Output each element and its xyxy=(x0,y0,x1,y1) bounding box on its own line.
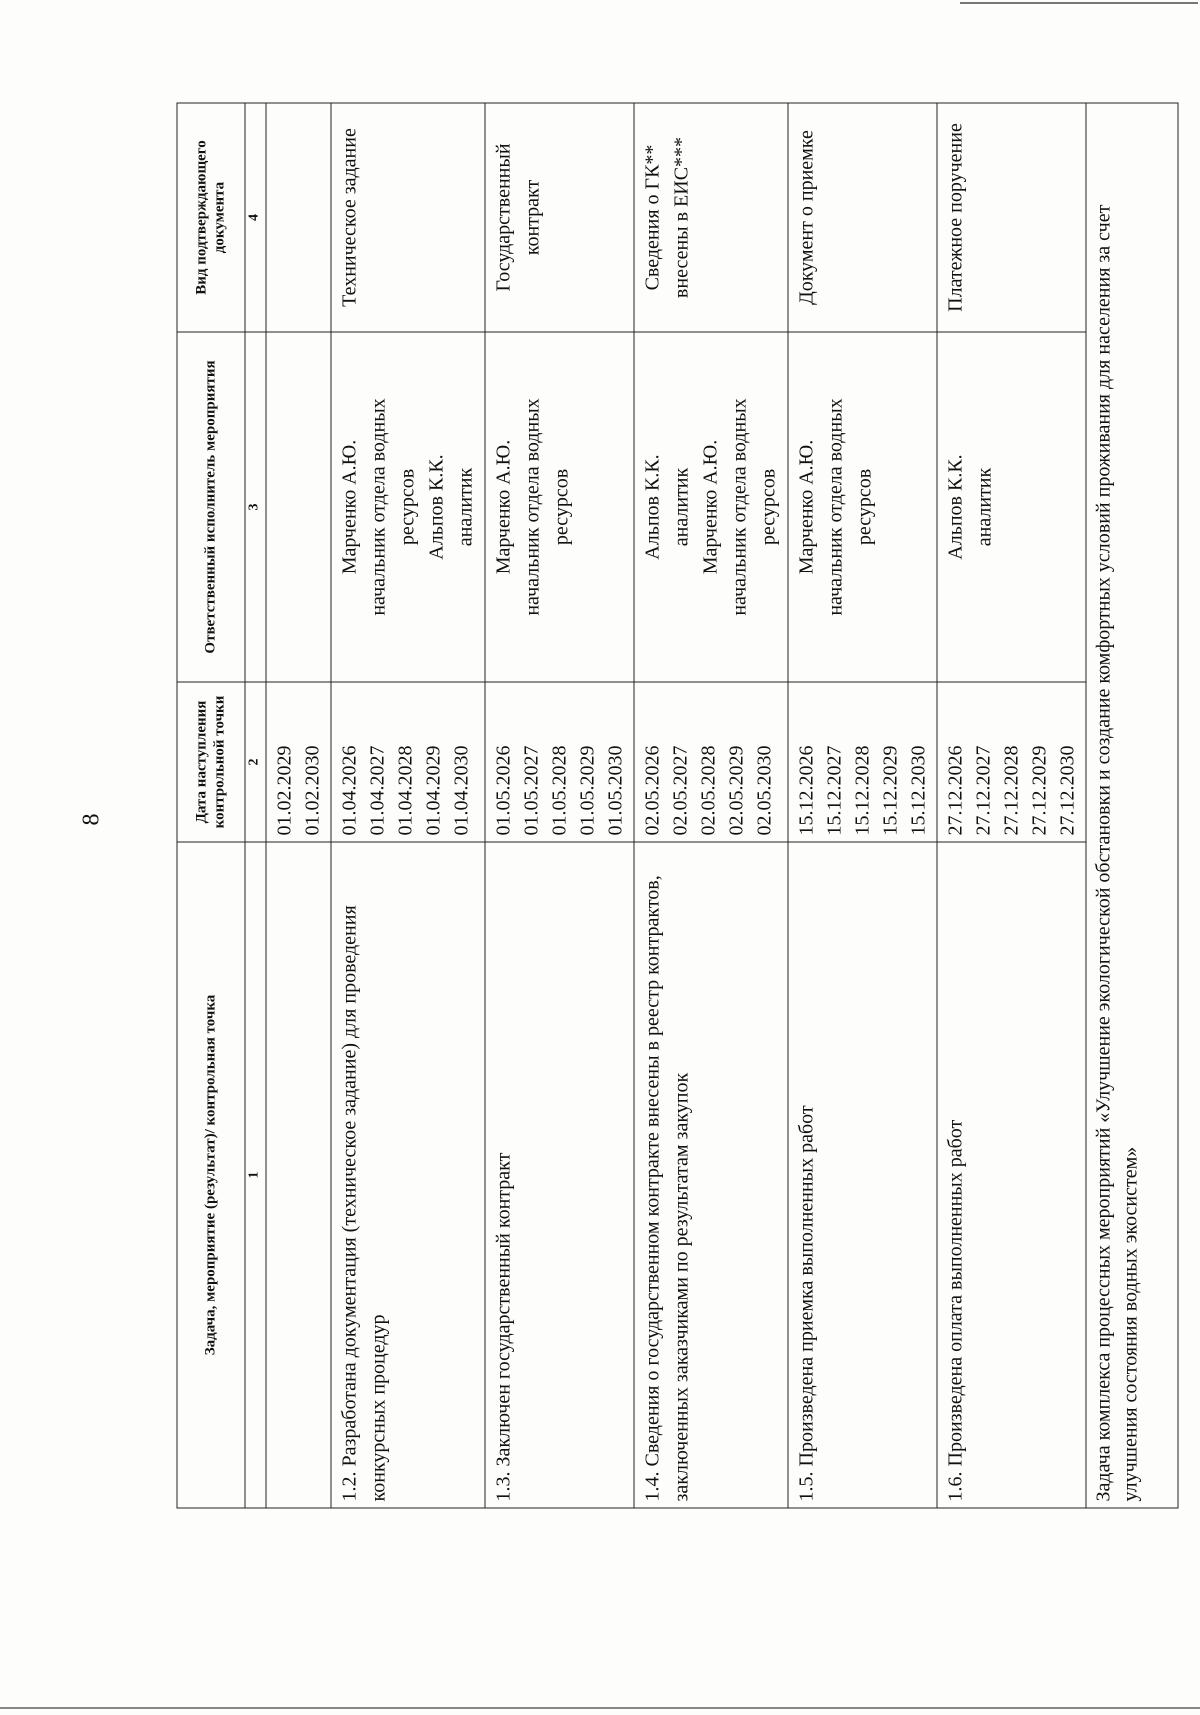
responsible-line: Альпов К.К. xyxy=(641,454,664,560)
document-cell xyxy=(266,103,331,332)
responsible-line: Альпов К.К. xyxy=(425,454,448,560)
responsible-line: Марченко А.Ю. xyxy=(338,439,361,575)
date-value: 01.05.2028 xyxy=(548,745,571,836)
date-cell xyxy=(634,682,788,842)
header-responsible: Ответственный исполнитель мероприятия xyxy=(177,332,245,682)
responsible-line: начальник отдела водных xyxy=(521,398,544,616)
task-cell: 1.5. Произведена приемка выполненных работ xyxy=(788,842,937,1508)
table-body xyxy=(266,103,1086,1508)
date-value: 02.05.2029 xyxy=(725,745,748,836)
scan-edge-bottom xyxy=(0,1707,1200,1709)
date-value: 02.05.2028 xyxy=(697,745,720,836)
task-cell: 1.3. Заключен государственный контракт xyxy=(485,842,634,1508)
date-value: 01.02.2029 xyxy=(273,745,296,836)
footer-row xyxy=(1086,103,1178,1508)
responsible-line: Альпов К.К. xyxy=(944,454,967,560)
date-value: 01.05.2029 xyxy=(576,745,599,836)
column-number: 3 xyxy=(245,332,266,682)
date-value: 15.12.2028 xyxy=(851,745,874,836)
scan-edge-top xyxy=(960,2,1198,4)
document-cell: Платежное поручение xyxy=(937,103,1086,332)
date-value: 27.12.2030 xyxy=(1056,745,1079,836)
date-cell xyxy=(788,682,937,842)
responsible-line: аналитик xyxy=(670,467,693,547)
date-value: 15.12.2026 xyxy=(795,745,818,836)
date-value: 02.05.2030 xyxy=(753,745,776,836)
date-cell xyxy=(485,682,634,842)
table-row xyxy=(485,103,634,1508)
column-number-row xyxy=(245,103,266,1508)
date-value: 27.12.2029 xyxy=(1028,745,1051,836)
date-value: 01.02.2030 xyxy=(301,745,324,836)
document-cell: Сведения о ГК** внесены в ЕИС*** xyxy=(634,103,788,332)
control-points-table xyxy=(177,103,1179,1509)
date-cell xyxy=(266,682,331,842)
date-value: 15.12.2029 xyxy=(879,745,902,836)
document-cell: Государственный контракт xyxy=(485,103,634,332)
responsible-cell xyxy=(331,332,485,682)
date-value: 01.04.2026 xyxy=(338,745,361,836)
table-row xyxy=(937,103,1086,1508)
table-row xyxy=(634,103,788,1508)
date-value: 15.12.2027 xyxy=(823,745,846,836)
header-task: Задача, мероприятие (результат)/ контрольная точка xyxy=(177,842,245,1508)
date-cell xyxy=(937,682,1086,842)
responsible-line: ресурсов xyxy=(757,468,780,546)
responsible-line: ресурсов xyxy=(396,468,419,546)
task-cell xyxy=(266,842,331,1508)
header-date: Дата наступления контрольной точки xyxy=(177,682,245,842)
responsible-line: Марченко А.Ю. xyxy=(492,439,515,575)
responsible-line: ресурсов xyxy=(550,468,573,546)
header-row xyxy=(177,103,245,1508)
responsible-cell xyxy=(937,332,1086,682)
responsible-cell xyxy=(788,332,937,682)
date-value: 15.12.2030 xyxy=(907,745,930,836)
date-value: 27.12.2028 xyxy=(1000,745,1023,836)
date-value: 01.05.2030 xyxy=(604,745,627,836)
responsible-cell xyxy=(634,332,788,682)
column-number: 2 xyxy=(245,682,266,842)
task-cell: 1.2. Разработана документация (техническое задание) для проведения конкурсных процедур xyxy=(331,842,485,1508)
date-value: 01.05.2026 xyxy=(492,745,515,836)
column-number: 4 xyxy=(245,103,266,332)
responsible-line: начальник отдела водных xyxy=(824,398,847,616)
responsible-cell xyxy=(485,332,634,682)
responsible-line: аналитик xyxy=(973,467,996,547)
responsible-cell xyxy=(266,332,331,682)
date-value: 01.04.2029 xyxy=(422,745,445,836)
date-value: 27.12.2027 xyxy=(972,745,995,836)
task-cell: 1.4. Сведения о государственном контракте внесены в реестр контрактов, заключенных заказчиками по результатам закупок xyxy=(634,842,788,1508)
responsible-line: начальник отдела водных xyxy=(728,398,751,616)
responsible-line: начальник отдела водных xyxy=(367,398,390,616)
document-cell: Техническое задание xyxy=(331,103,485,332)
table-row xyxy=(788,103,937,1508)
task-cell: 1.6. Произведена оплата выполненных работ xyxy=(937,842,1086,1508)
responsible-line: аналитик xyxy=(454,467,477,547)
date-value: 01.04.2027 xyxy=(366,745,389,836)
footer-task: Задача комплекса процессных мероприятий «Улучшение экологической обстановки и создание комфортных условий проживания для населения за счет улучшения состояния водных экосистем» xyxy=(1086,103,1178,1508)
column-number: 1 xyxy=(245,842,266,1508)
header-document: Вид подтверждающего документа xyxy=(177,103,245,332)
date-value: 02.05.2027 xyxy=(669,745,692,836)
document-cell: Документ о приемке xyxy=(788,103,937,332)
date-value: 01.05.2027 xyxy=(520,745,543,836)
responsible-line: Марченко А.Ю. xyxy=(795,439,818,575)
page-number: 8 xyxy=(78,813,105,826)
date-value: 02.05.2026 xyxy=(641,745,664,836)
date-value: 01.04.2030 xyxy=(450,745,473,836)
table-row xyxy=(331,103,485,1508)
date-value: 01.04.2028 xyxy=(394,745,417,836)
table-row xyxy=(266,103,331,1508)
responsible-line: Марченко А.Ю. xyxy=(699,439,722,575)
responsible-line: ресурсов xyxy=(853,468,876,546)
rotated-table-wrapper xyxy=(177,104,1142,1509)
date-cell xyxy=(331,682,485,842)
date-value: 27.12.2026 xyxy=(944,745,967,836)
